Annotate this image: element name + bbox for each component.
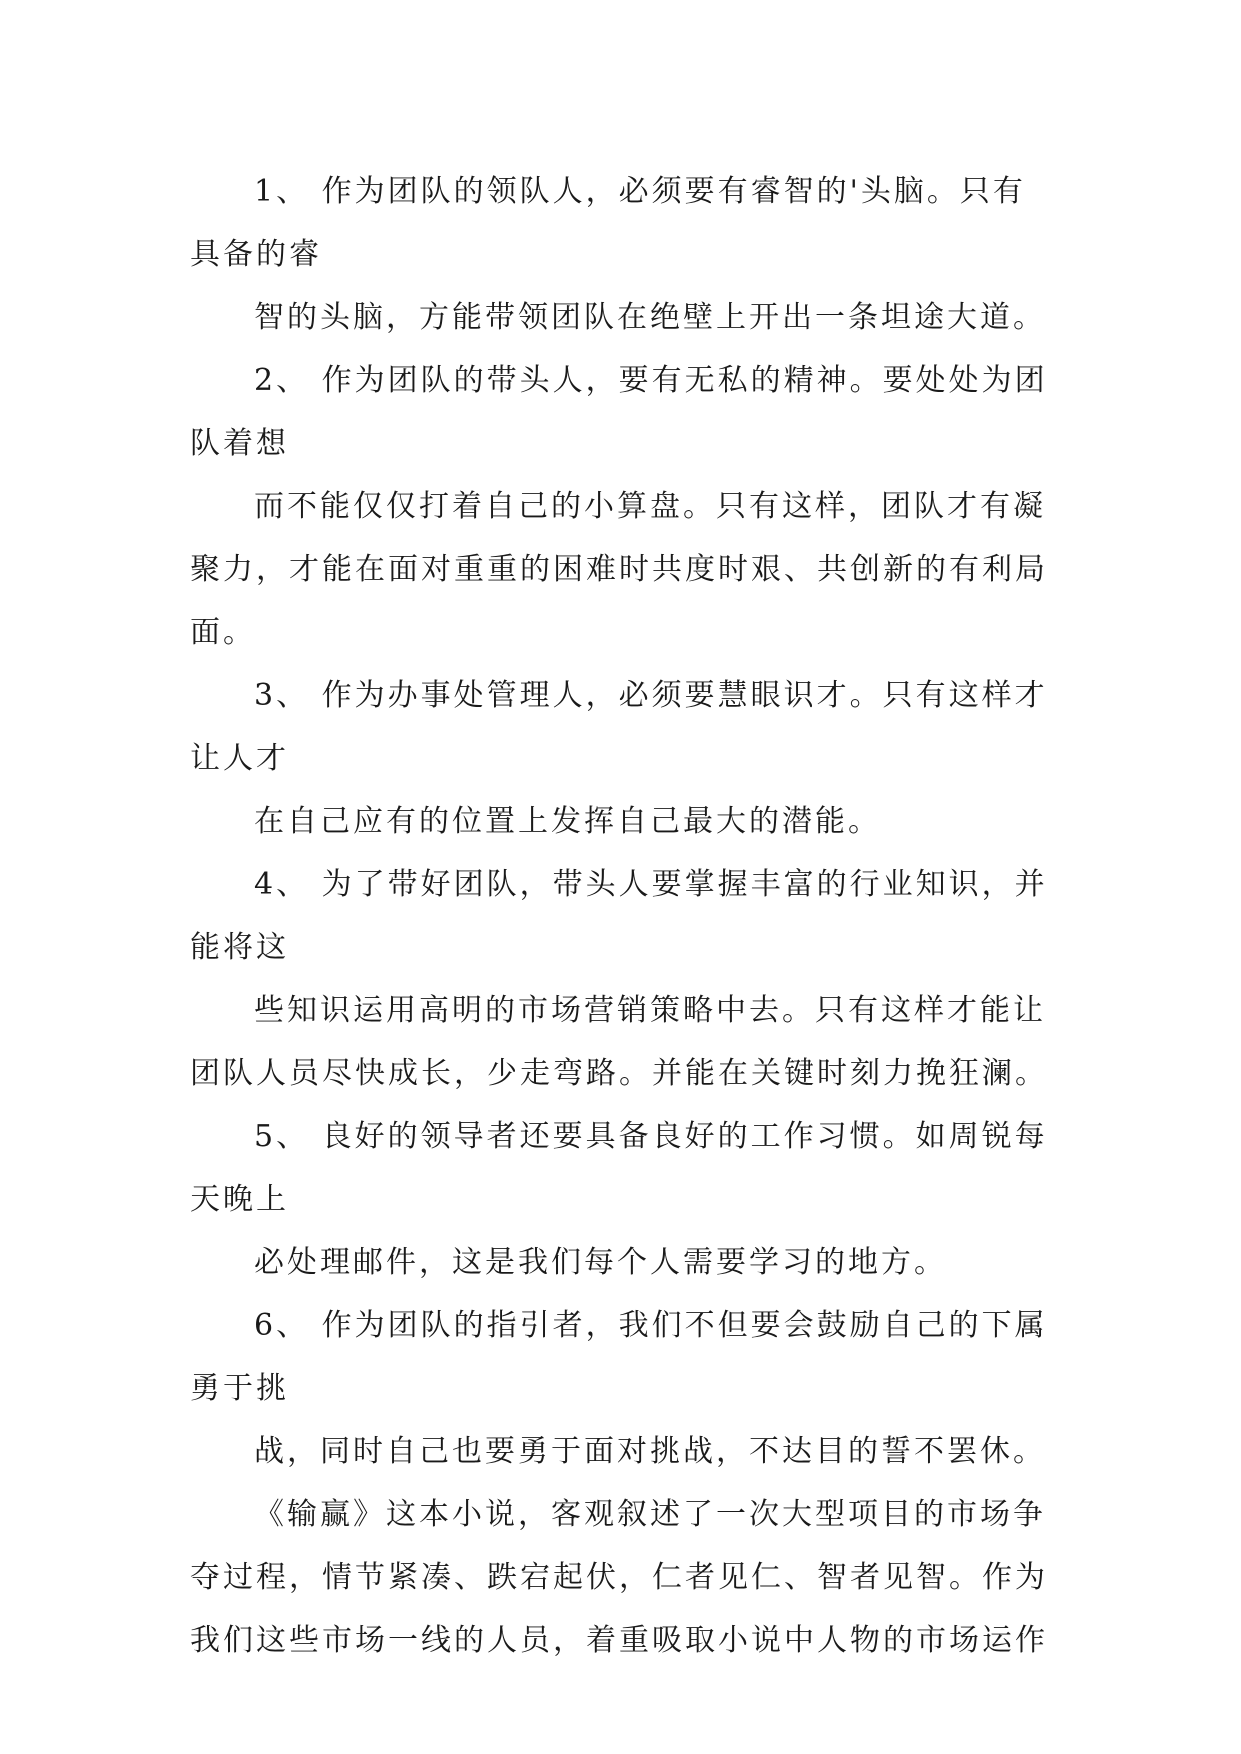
text-line: 聚力，才能在面对重重的困难时共度时艰、共创新的有利局 (190, 552, 1048, 587)
document-body (190, 160, 1070, 1672)
text-line: 而不能仅仅打着自己的小算盘。只有这样，团队才有凝 (254, 489, 1046, 524)
text-line: 2、 作为团队的带头人，要有无私的精神。要处处为团 (254, 363, 1048, 398)
text-line: 《输赢》这本小说，客观叙述了一次大型项目的市场争 (254, 1497, 1046, 1532)
text-line: 3、 作为办事处管理人，必须要慧眼识才。只有这样才 (254, 678, 1048, 713)
text-line: 勇于挑 (190, 1371, 289, 1406)
text-line: 天晚上 (190, 1182, 289, 1217)
text-line: 必处理邮件，这是我们每个人需要学习的地方。 (254, 1245, 947, 1280)
text-line: 面。 (190, 615, 256, 650)
text-line: 6、 作为团队的指引者，我们不但要会鼓励自己的下属 (254, 1308, 1048, 1343)
text-line: 1、 作为团队的领队人，必须要有睿智的'头脑。只有 (254, 174, 1026, 209)
text-line: 战，同时自己也要勇于面对挑战，不达目的誓不罢休。 (254, 1434, 1046, 1469)
text-line: 队着想 (190, 426, 289, 461)
text-line: 5、 良好的领导者还要具备良好的工作习惯。如周锐每 (254, 1119, 1048, 1154)
text-line: 些知识运用高明的市场营销策略中去。只有这样才能让 (254, 993, 1046, 1028)
text-line: 在自己应有的位置上发挥自己最大的潜能。 (254, 804, 881, 839)
text-line: 我们这些市场一线的人员，着重吸取小说中人物的市场运作 (190, 1623, 1048, 1658)
text-line: 团队人员尽快成长，少走弯路。并能在关键时刻力挽狂澜。 (190, 1056, 1048, 1091)
text-line: 具备的睿 (190, 237, 322, 272)
text-line: 让人才 (190, 741, 289, 776)
text-line: 智的头脑，方能带领团队在绝壁上开出一条坦途大道。 (254, 300, 1046, 335)
text-line: 能将这 (190, 930, 289, 965)
text-line: 夺过程，情节紧凑、跌宕起伏，仁者见仁、智者见智。作为 (190, 1560, 1048, 1595)
text-line: 4、 为了带好团队，带头人要掌握丰富的行业知识，并 (254, 867, 1048, 902)
